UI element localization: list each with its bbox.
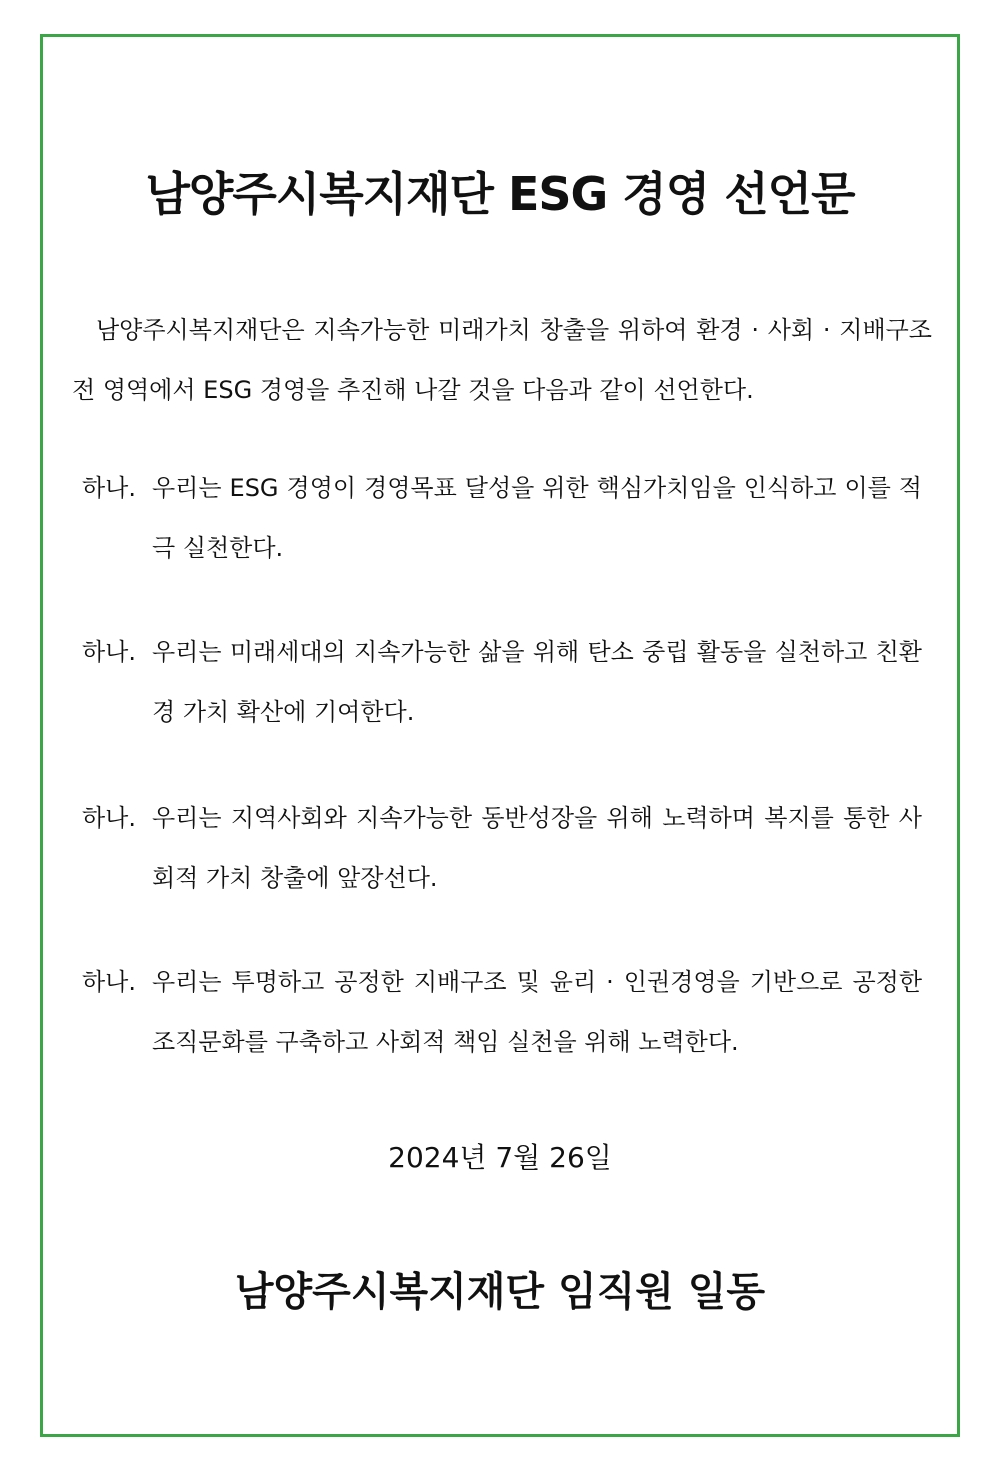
item-text: 우리는 지역사회와 지속가능한 동반성장을 위해 노력하며 복지를 통한 사회적 가치 창출에 앞장선다.	[152, 804, 922, 892]
item-prefix: 하나.	[82, 804, 136, 832]
item-prefix: 하나.	[82, 474, 136, 502]
item-text: 우리는 투명하고 공정한 지배구조 및 윤리 · 인권경영을 기반으로 공정한 조직문화를 구축하고 사회적 책임 실천을 위해 노력한다.	[152, 968, 922, 1056]
declaration-item-2	[82, 622, 922, 742]
item-text: 우리는 미래세대의 지속가능한 삶을 위해 탄소 중립 활동을 실천하고 친환경 가치 확산에 기여한다.	[152, 638, 922, 726]
item-text: 우리는 ESG 경영이 경영목표 달성을 위한 핵심가치임을 인식하고 이를 적극 실천한다.	[152, 474, 922, 562]
intro-paragraph: 남양주시복지재단은 지속가능한 미래가치 창출을 위하여 환경 · 사회 · 지배구조 전 영역에서 ESG 경영을 추진해 나갈 것을 다음과 같이 선언한다.	[72, 316, 932, 404]
document-title: 남양주시복지재단 ESG 경영 선언문	[145, 167, 855, 221]
item-prefix: 하나.	[82, 968, 136, 996]
declaration-item-3	[82, 788, 922, 908]
item-prefix: 하나.	[82, 638, 136, 666]
declaration-date: 2024년 7월 26일	[388, 1141, 612, 1174]
signature: 남양주시복지재단 임직원 일동	[234, 1269, 766, 1315]
declaration-item-4	[82, 952, 922, 1072]
declaration-item-1	[82, 458, 922, 578]
